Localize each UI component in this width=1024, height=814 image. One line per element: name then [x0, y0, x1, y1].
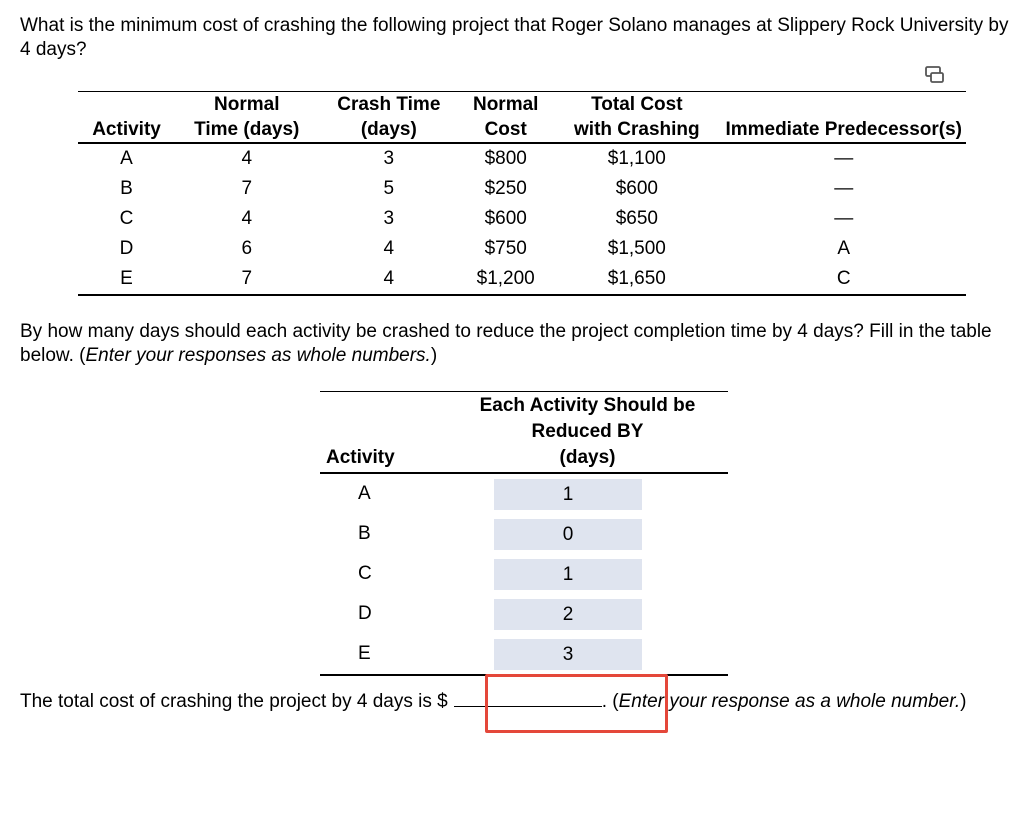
table-row: [78, 264, 966, 295]
normal-cost-cell: $600: [484, 208, 527, 229]
header-cell: Normal: [175, 92, 318, 118]
answer-activity: B: [358, 523, 371, 544]
predecessor-cell: C: [721, 264, 966, 295]
header-cell: Activity: [78, 117, 175, 143]
total-prefix: The total cost of crashing the project by 4 days is $: [20, 691, 448, 712]
answer-activity: E: [320, 634, 447, 675]
header-cell: Time (days): [175, 117, 318, 143]
table-row: [78, 204, 966, 234]
reduced-by-header: [447, 392, 728, 474]
normal-time-cell: 4: [241, 208, 253, 229]
answer-input-c[interactable]: 1: [494, 559, 642, 590]
answer-row: [320, 634, 728, 675]
crash-cost-cell: $1,650: [552, 264, 721, 295]
predecessor-cell: —: [834, 208, 854, 229]
crash-cost-cell: $1,100: [607, 148, 666, 169]
reduced-by-header-line2: Reduced BY: [531, 421, 644, 442]
answer-row: [320, 594, 728, 634]
instruction-text: [20, 320, 1010, 368]
activity-cell: C: [119, 208, 134, 229]
copy-table-icon[interactable]: [925, 66, 945, 84]
crash-time-cell: 4: [318, 264, 459, 295]
crash-cost-cell: $600: [615, 178, 658, 199]
normal-time-cell: 7: [241, 178, 253, 199]
normal-time-cell: 4: [241, 148, 253, 169]
reduced-by-header-line1: Each Activity Should be: [479, 395, 696, 416]
header-cell: Total Cost: [552, 92, 721, 118]
table-header-row: [78, 92, 966, 118]
header-cell: with Crashing: [552, 117, 721, 143]
answer-input-d[interactable]: 2: [494, 599, 642, 630]
table-row: [78, 174, 966, 204]
answer-row: [320, 554, 728, 594]
instruction-end: ): [430, 345, 438, 366]
total-suffix-end: ): [960, 691, 967, 712]
project-data-table: [78, 91, 966, 296]
predecessor-cell: A: [837, 238, 851, 259]
header-cell: Cost: [459, 117, 552, 143]
answer-activity: D: [358, 603, 372, 624]
question-text: What is the minimum cost of crashing the following project that Roger Solano manages at Slippery Rock University by 4 days?: [20, 15, 1009, 60]
normal-time-cell: 6: [241, 238, 253, 259]
crash-cost-cell: $1,500: [607, 238, 666, 259]
answer-header-row: [320, 392, 728, 474]
total-suffix-italic: Enter your response as a whole number.: [618, 691, 961, 712]
instruction-main: By how many days should each activity be crashed to reduce the project completion time by 4 days? Fill in the table below. (: [20, 321, 992, 366]
header-cell: [78, 92, 175, 118]
total-suffix: . (: [601, 691, 619, 712]
activity-cell: E: [78, 264, 175, 295]
table-row: [78, 234, 966, 264]
reduced-by-header-line3: (days): [559, 447, 616, 468]
normal-cost-cell: $1,200: [459, 264, 552, 295]
activity-cell: D: [119, 238, 134, 259]
instruction-italic: Enter your responses as whole numbers.: [85, 345, 431, 366]
predecessor-cell: —: [834, 148, 854, 169]
normal-cost-cell: $250: [484, 178, 527, 199]
activity-header: Activity: [320, 392, 447, 474]
crash-time-cell: 4: [383, 238, 395, 259]
normal-time-cell: 7: [175, 264, 318, 295]
normal-cost-cell: $750: [484, 238, 527, 259]
header-cell: (days): [318, 117, 459, 143]
table-header-row: [78, 117, 966, 143]
answer-activity: A: [358, 483, 371, 504]
header-cell: Immediate Predecessor(s): [721, 117, 966, 143]
activity-cell: A: [120, 148, 133, 169]
normal-cost-cell: $800: [484, 148, 527, 169]
answer-row: [320, 514, 728, 554]
crash-cost-cell: $650: [615, 208, 658, 229]
answer-input-b[interactable]: 0: [494, 519, 642, 550]
crash-time-cell: 5: [383, 178, 395, 199]
predecessor-cell: —: [834, 178, 854, 199]
activity-cell: B: [120, 178, 133, 199]
table-row: [78, 143, 966, 174]
answer-input-a[interactable]: 1: [494, 479, 642, 510]
answer-table: [320, 391, 728, 676]
crash-time-cell: 3: [383, 148, 395, 169]
header-cell: [721, 92, 966, 118]
input-highlight-box: [485, 674, 668, 733]
header-cell: Crash Time: [318, 92, 459, 118]
crash-time-cell: 3: [383, 208, 395, 229]
answer-row: [320, 473, 728, 514]
answer-activity: C: [358, 563, 372, 584]
answer-input-e[interactable]: 3: [494, 639, 642, 670]
header-cell: Normal: [459, 92, 552, 118]
